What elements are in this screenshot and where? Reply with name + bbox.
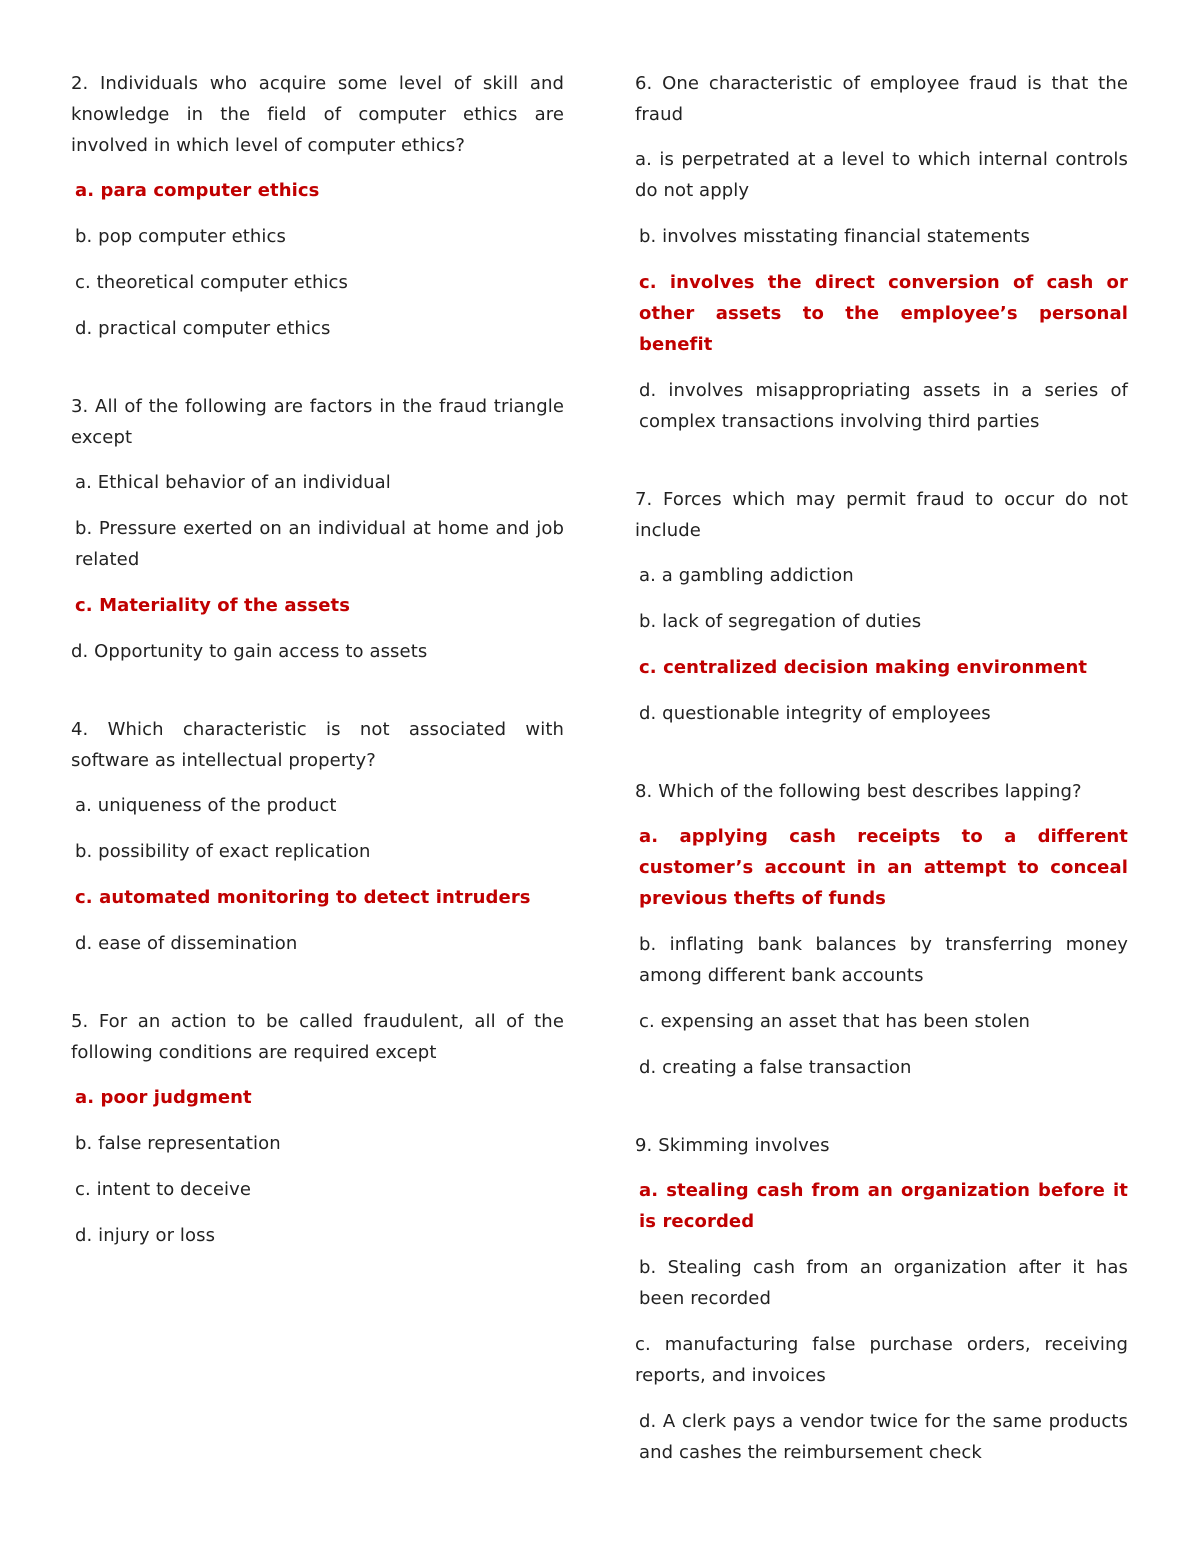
question-stem: 6. One characteristic of employee fraud is that the fraud <box>635 73 1128 125</box>
option-a: a. uniqueness of the product <box>75 795 337 816</box>
option-c-answer: c. Materiality of the assets <box>75 595 351 616</box>
option-b: b. pop computer ethics <box>75 226 287 247</box>
option-d: d. injury or loss <box>75 1225 216 1246</box>
option-b: b. false representation <box>75 1133 281 1154</box>
option-b: b. involves misstating financial statements <box>639 226 1030 247</box>
option-d: d. ease of dissemination <box>75 933 298 954</box>
option-b: b. Stealing cash from an organization after it has been recorded <box>639 1257 1128 1309</box>
question-3 <box>71 391 564 667</box>
option-d: d. questionable integrity of employees <box>639 703 991 724</box>
question-6 <box>635 68 1128 437</box>
option-b: b. possibility of exact replication <box>75 841 371 862</box>
question-stem: 2. Individuals who acquire some level of skill and knowledge in the field of computer ethics are involved in which level of computer ethics? <box>71 73 564 156</box>
option-a-answer: a. applying cash receipts to a different customer’s account in an attempt to conceal previous thefts of funds <box>639 826 1128 909</box>
option-c: c. expensing an asset that has been stolen <box>639 1011 1031 1032</box>
question-7 <box>635 484 1128 729</box>
question-stem: 4. Which characteristic is not associated with software as intellectual property? <box>71 719 564 771</box>
question-stem: 9. Skimming involves <box>635 1135 830 1156</box>
option-d: d. Opportunity to gain access to assets <box>71 641 428 662</box>
question-stem: 5. For an action to be called fraudulent, all of the following conditions are required except <box>71 1011 564 1063</box>
option-a: a. Ethical behavior of an individual <box>75 472 391 493</box>
option-b: b. lack of segregation of duties <box>639 611 922 632</box>
option-a: a. a gambling addiction <box>639 565 854 586</box>
question-2 <box>71 68 564 344</box>
option-c: c. intent to deceive <box>75 1179 252 1200</box>
option-c-answer: c. automated monitoring to detect intruders <box>75 887 531 908</box>
question-9 <box>635 1130 1128 1468</box>
option-a-answer: a. poor judgment <box>75 1087 252 1108</box>
option-b: b. Pressure exerted on an individual at home and job related <box>75 518 564 570</box>
option-c: c. manufacturing false purchase orders, receiving reports, and invoices <box>635 1334 1128 1386</box>
question-stem: 7. Forces which may permit fraud to occur do not include <box>635 489 1128 541</box>
option-d: d. practical computer ethics <box>75 318 331 339</box>
question-8 <box>635 776 1128 1083</box>
option-a: a. is perpetrated at a level to which internal controls do not apply <box>635 149 1128 201</box>
option-c: c. theoretical computer ethics <box>75 272 349 293</box>
question-stem: 3. All of the following are factors in the fraud triangle except <box>71 396 564 448</box>
right-column <box>635 68 1128 1483</box>
question-4 <box>71 714 564 959</box>
option-d: d. involves misappropriating assets in a series of complex transactions involving third parties <box>639 380 1128 432</box>
question-5 <box>71 1006 564 1251</box>
question-stem: 8. Which of the following best describes lapping? <box>635 781 1082 802</box>
option-a-answer: a. stealing cash from an organization before it is recorded <box>639 1180 1128 1232</box>
option-a-answer: a. para computer ethics <box>75 180 320 201</box>
option-d: d. A clerk pays a vendor twice for the same products and cashes the reimbursement check <box>639 1411 1128 1463</box>
option-d: d. creating a false transaction <box>639 1057 912 1078</box>
option-b: b. inflating bank balances by transferring money among different bank accounts <box>639 934 1128 986</box>
left-column <box>71 68 564 1266</box>
option-c-answer: c. involves the direct conversion of cash or other assets to the employee’s personal benefit <box>639 272 1128 355</box>
option-c-answer: c. centralized decision making environment <box>639 657 1088 678</box>
